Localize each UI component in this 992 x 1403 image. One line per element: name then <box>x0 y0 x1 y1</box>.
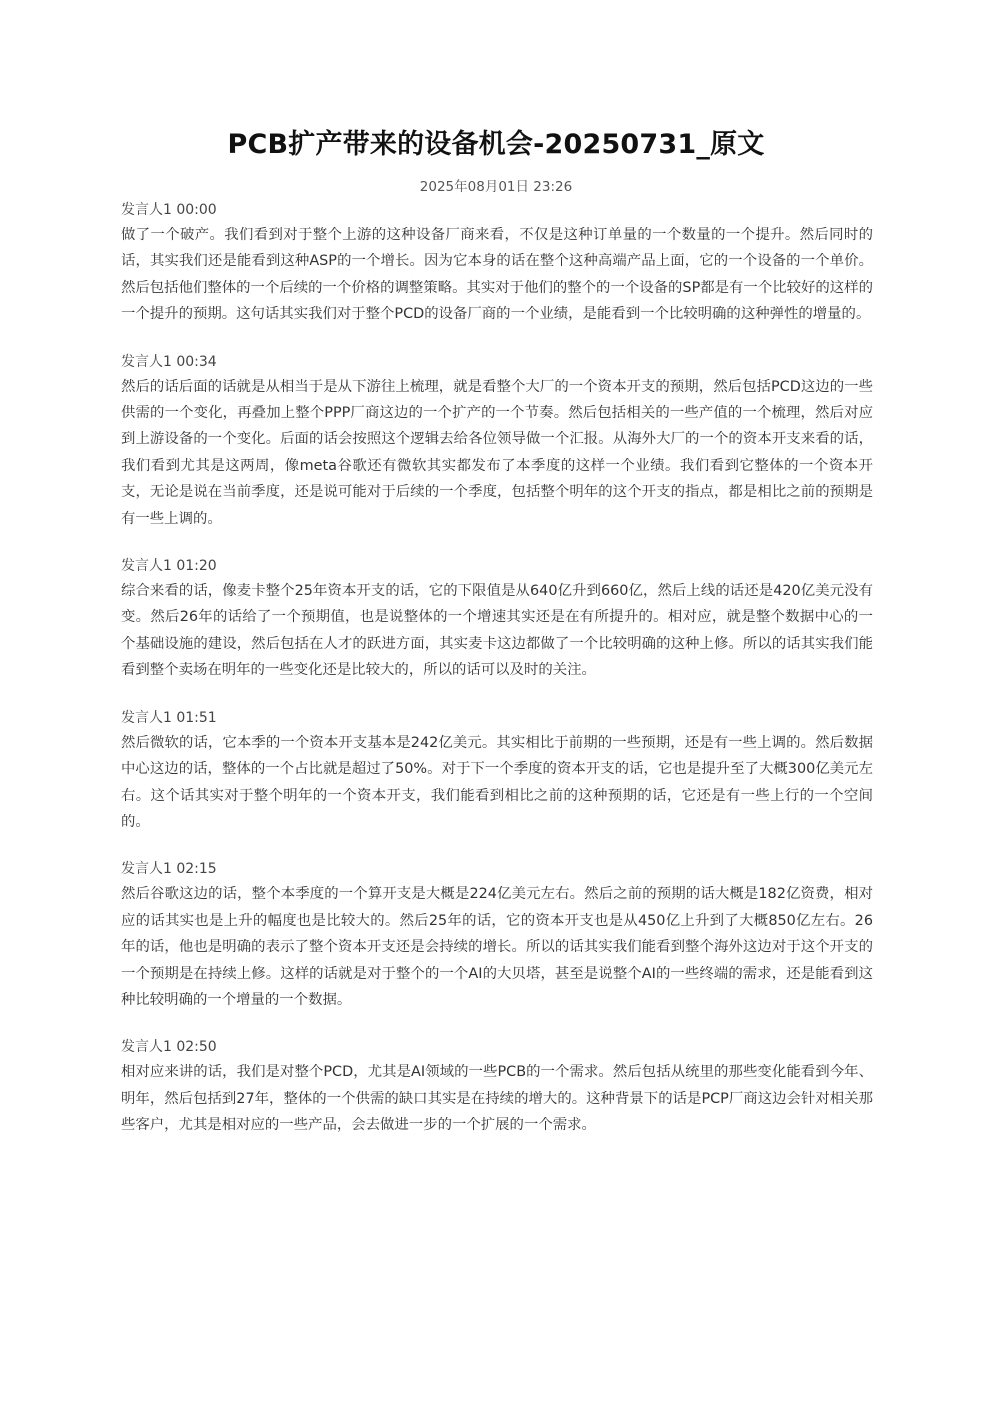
document-title: PCB扩产带来的设备机会-20250731_原文 <box>227 129 765 160</box>
segment-text: 然后的话后面的话就是从相当于是从下游往上梳理，就是看整个大厂的一个资本开支的预期，然后包括PCD这边的一些供需的一个变化，再叠加上整个PPP厂商这边的一个扩产的一个节奏。然后包括相关的一些产值的一个梳理，然后对应到上游设备的一个变化。后面的话会按照这个逻辑去给各位领导做一个汇报。从海外大厂的一个的资本开支来看的话，我们看到尤其是这两周，像meta谷歌还有微软其实都发布了本季度的这样一个业绩。我们看到它整体的一个资本开支，无论是说在当前季度，还是说可能对于后续的一个季度，包括整个明年的这个开支的指点，都是相比之前的预期是有一些上调的。 <box>121 378 873 527</box>
speaker-timestamp: 发言人1 01:51 <box>121 709 217 726</box>
transcript-body <box>121 199 873 1162</box>
segment-text: 然后微软的话，它本季的一个资本开支基本是242亿美元。其实相比于前期的一些预期，还是有一些上调的。然后数据中心这边的话，整体的一个占比就是超过了50%。对于下一个季度的资本开支的话，它也是提升至了大概300亿美元左右。这个话其实对于整个明年的一个资本开支，我们能看到相比之前的这种预期的话，它还是有一些上行的一个空间的。 <box>121 734 873 830</box>
speaker-timestamp: 发言人1 00:34 <box>121 353 217 370</box>
transcript-segment <box>121 1036 873 1138</box>
speaker-timestamp: 发言人1 01:20 <box>121 558 217 575</box>
transcript-segment <box>121 555 873 684</box>
speaker-timestamp: 发言人1 02:50 <box>121 1039 217 1056</box>
speaker-timestamp: 发言人1 02:15 <box>121 861 217 878</box>
segment-text: 相对应来讲的话，我们是对整个PCD，尤其是AI领域的一些PCB的一个需求。然后包括从统里的那些变化能看到今年、明年，然后包括到27年，整体的一个供需的缺口其实是在持续的增大的。这种背景下的话是PCP厂商这边会针对相关那些客户，尤其是相对应的一些产品，会去做进一步的一个扩展的一个需求。 <box>121 1064 873 1134</box>
segment-text: 综合来看的话，像麦卡整个25年资本开支的话，它的下限值是从640亿升到660亿，然后上线的话还是420亿美元没有变。然后26年的话给了一个预期值，也是说整体的一个增速其实还是在有所提升的。相对应，就是整个数据中心的一个基础设施的建设，然后包括在人才的跃进方面，其实麦卡这边都做了一个比较明确的这种上修。所以的话其实我们能看到整个卖场在明年的一些变化还是比较大的，所以的话可以及时的关注。 <box>121 583 873 679</box>
transcript-segment <box>121 707 873 836</box>
transcript-segment <box>121 858 873 1013</box>
speaker-timestamp: 发言人1 00:00 <box>121 202 217 218</box>
transcript-segment <box>121 199 873 328</box>
document-date: 2025年08月01日 23:26 <box>419 179 573 195</box>
segment-text: 然后谷歌这边的话，整个本季度的一个算开支是大概是224亿美元左右。然后之前的预期的话大概是182亿资费，相对应的话其实也是上升的幅度也是比较大的。然后25年的话，它的资本开支也是从450亿上升到了大概850亿左右。26年的话，他也是明确的表示了整个资本开支还是会持续的增长。所以的话其实我们能看到整个海外这边对于这个开支的一个预期是在持续上修。这样的话就是对于整个的一个AI的大贝塔，甚至是说整个AI的一些终端的需求，还是能看到这种比较明确的一个增量的一个数据。 <box>121 886 873 1008</box>
segment-text: 做了一个破产。我们看到对于整个上游的这种设备厂商来看，不仅是这种订单量的一个数量的一个提升。然后同时的话，其实我们还是能看到这种ASP的一个增长。因为它本身的话在整个这种高端产品上面，它的一个设备的一个单价。然后包括他们整体的一个后续的一个价格的调整策略。其实对于他们的整个的一个设备的SP都是有一个比较好的这样的一个提升的预期。这句话其实我们对于整个PCD的设备厂商的一个业绩，是能看到一个比较明确的这种弹性的增量的。 <box>121 227 873 323</box>
transcript-segment <box>121 351 873 532</box>
